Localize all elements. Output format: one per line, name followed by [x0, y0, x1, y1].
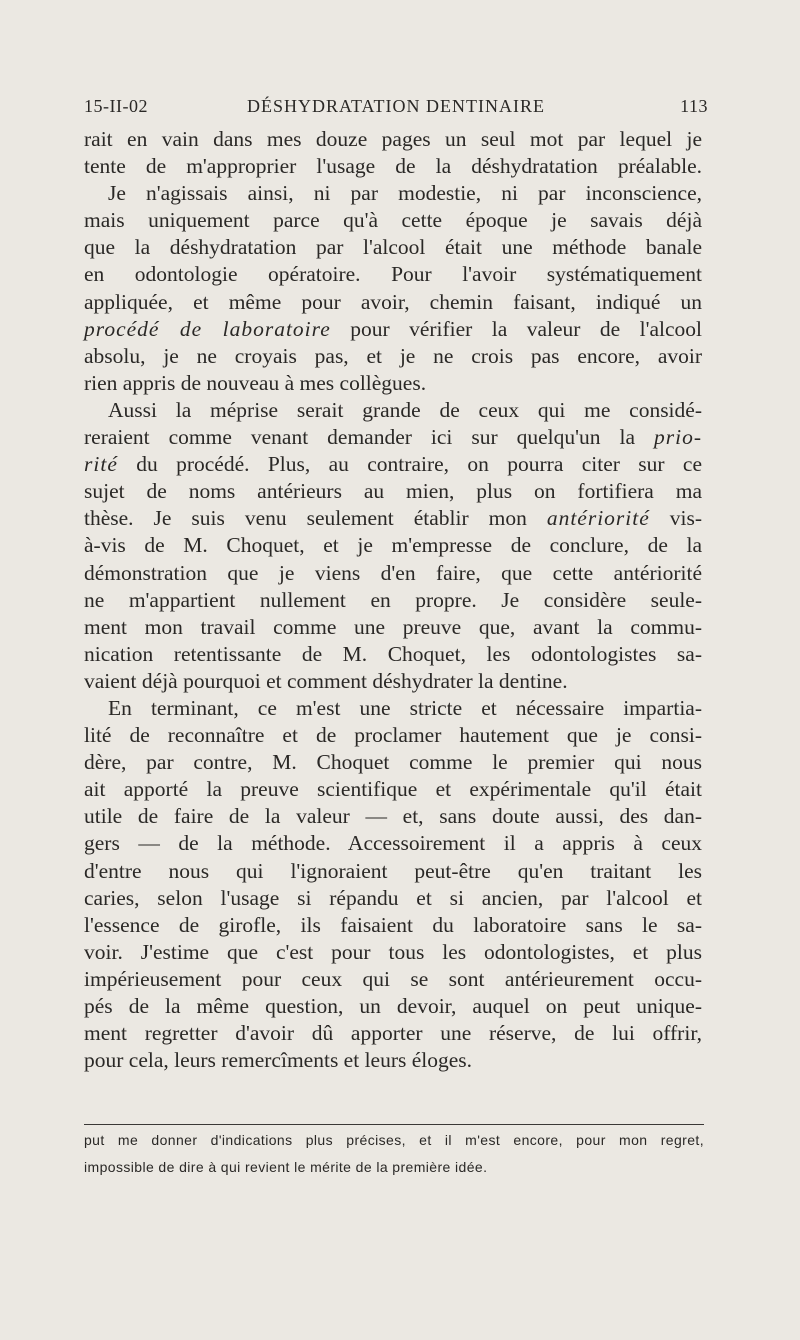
text-span: reraient comme venant demander ici sur quelqu'un la — [84, 425, 654, 450]
footnote-line: impossible de dire à qui revient le mérite de la première idée. — [84, 1159, 488, 1176]
running-header — [84, 96, 708, 122]
text-line: Je n'agissais ainsi, ni par modestie, ni par inconscience, — [108, 181, 702, 206]
text-line: rien appris de nouveau à mes collègues. — [84, 370, 427, 395]
text-line: dère, par contre, M. Choquet comme le premier qui nous — [84, 750, 702, 775]
text-line: démonstration que je viens d'en faire, que cette antériorité — [84, 560, 702, 585]
italic-phrase: procédé de laboratoire — [84, 316, 331, 341]
text-line: Aussi la méprise serait grande de ceux qui me considé- — [108, 397, 702, 422]
text-line — [84, 451, 702, 478]
text-line: utile de faire de la valeur — et, sans doute aussi, des dan- — [84, 804, 702, 829]
text-span: thèse. Je suis venu seulement établir mon — [84, 506, 547, 531]
italic-phrase: rité — [84, 452, 118, 477]
text-line: pés de la même question, un devoir, auquel on peut unique- — [84, 994, 702, 1018]
text-line — [84, 316, 702, 343]
text-line: mais uniquement parce qu'à cette époque je savais déjà — [84, 208, 702, 233]
text-line: lité de reconnaître et de proclamer hautement que je consi- — [84, 723, 702, 748]
text-line: absolu, je ne croyais pas, et je ne crois pas encore, avoir — [84, 343, 702, 368]
text-line: caries, selon l'usage si répandu et si ancien, par l'alcool et — [84, 885, 702, 910]
text-line — [84, 505, 702, 532]
running-title: DÉSHYDRATATION DENTINAIRE — [246, 96, 546, 116]
footnote-rule — [84, 1124, 704, 1125]
text-line — [84, 424, 702, 451]
text-line: tente de m'approprier l'usage de la déshydratation préalable. — [84, 154, 702, 179]
text-line: ment regretter d'avoir dû apporter une réserve, de lui offrir, — [84, 1021, 702, 1046]
text-line: vaient déjà pourquoi et comment déshydrater la dentine. — [84, 668, 568, 693]
text-line: d'entre nous qui l'ignoraient peut-être qu'en traitant les — [84, 858, 702, 883]
text-line: gers — de la méthode. Accessoirement il a appris à ceux — [84, 831, 702, 856]
text-line: nication retentissante de M. Choquet, les odontologistes sa- — [84, 641, 702, 666]
text-line: à-vis de M. Choquet, et je m'empresse de conclure, de la — [84, 533, 702, 558]
text-span: du procédé. Plus, au contraire, on pourra citer sur ce — [117, 452, 702, 477]
text-line: ne m'appartient nullement en propre. Je considère seule- — [84, 587, 702, 612]
italic-phrase: antériorité — [546, 506, 650, 531]
text-line: En terminant, ce m'est une stricte et nécessaire impartia- — [108, 695, 702, 720]
text-line: l'essence de girofle, ils faisaient du laboratoire sans le sa- — [84, 912, 702, 937]
text-line: en odontologie opératoire. Pour l'avoir systématiquement — [84, 262, 702, 287]
header-date: 15-II-02 — [84, 96, 148, 116]
footnote — [84, 1130, 704, 1184]
text-span: pour vérifier la valeur de l'alcool — [330, 316, 703, 341]
text-line: sujet de noms antérieurs au mien, plus on fortifiera ma — [84, 479, 702, 504]
text-line: voir. J'estime que c'est pour tous les odontologistes, et plus — [84, 939, 702, 964]
main-text — [84, 126, 702, 1074]
footnote-line: put me donner d'indications plus précises, et il m'est encore, pour mon regret, — [84, 1132, 704, 1148]
text-line: ait apporté la preuve scientifique et expérimentale qu'il était — [84, 777, 702, 802]
text-line: ment mon travail comme une preuve que, avant la commu- — [84, 614, 702, 639]
text-line: impérieusement pour ceux qui se sont antérieurement occu- — [84, 966, 702, 991]
text-span: vis- — [649, 506, 703, 531]
text-line: que la déshydratation par l'alcool était une méthode banale — [84, 235, 702, 260]
page-number: 113 — [680, 96, 708, 116]
text-line: rait en vain dans mes douze pages un seul mot par lequel je — [84, 127, 702, 151]
italic-phrase: prio- — [654, 425, 702, 450]
text-line: pour cela, leurs remercîments et leurs éloges. — [84, 1048, 473, 1073]
text-line: appliquée, et même pour avoir, chemin faisant, indiqué un — [84, 289, 702, 314]
